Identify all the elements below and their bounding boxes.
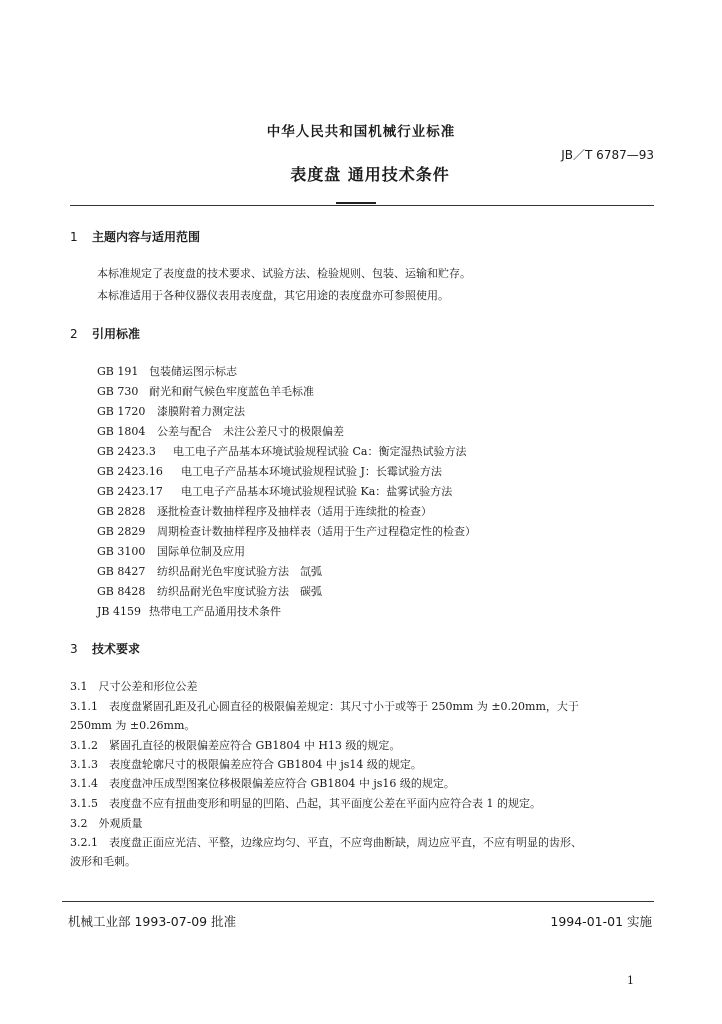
reference-title: 热带电工产品通用技术条件	[149, 605, 281, 618]
section-title: 技术要求	[92, 642, 141, 656]
section-2-heading	[70, 325, 140, 342]
section-number: 2	[70, 327, 78, 341]
reference-code: GB 2423.17	[97, 485, 163, 498]
section-number: 3	[70, 642, 78, 656]
reference-item	[97, 483, 452, 499]
clause-text: 3.1.5 表度盘不应有扭曲变形和明显的凹陷、凸起，其平面度公差在平面内应符合表 1 的规定。	[70, 797, 541, 810]
reference-title: 逐批检查计数抽样程序及抽样表（适用于连续批的检查）	[157, 505, 432, 518]
clause-text: 3.1.4 表度盘冲压成型图案位移极限偏差应符合 GB1804 中 js16 级的规定。	[70, 777, 455, 790]
clause-text: 3.1.3 表度盘轮廓尺寸的极限偏差应符合 GB1804 中 js14 级的规定。	[70, 758, 422, 771]
issuing-organization: 中华人民共和国机械行业标准	[266, 124, 456, 140]
reference-item	[97, 583, 322, 599]
header-divider	[70, 205, 654, 206]
clause-text: 3.1.1 表度盘紧固孔距及孔心圆直径的极限偏差规定：其尺寸小于或等于 250mm 为 ±0.20mm，大于	[70, 700, 579, 713]
reference-code: GB 8428	[97, 585, 146, 598]
clause-text: 3.1.2 紧固孔直径的极限偏差应符合 GB1804 中 H13 级的规定。	[70, 739, 401, 752]
reference-item	[97, 523, 476, 539]
reference-item	[97, 543, 245, 559]
reference-title: 周期检查计数抽样程序及抽样表（适用于生产过程稳定性的检查）	[157, 525, 476, 538]
footer-divider	[62, 901, 654, 902]
reference-title: 公差与配合 未注公差尺寸的极限偏差	[157, 425, 344, 438]
page-number: 1	[627, 974, 634, 987]
paragraph: 本标准适用于各种仪器仪表用表度盘，其它用途的表度盘亦可参照使用。	[97, 289, 449, 302]
reference-code: GB 3100	[97, 545, 146, 558]
clause-text: 250mm 为 ±0.26mm。	[70, 719, 196, 732]
clause-text: 波形和毛刺。	[70, 855, 136, 868]
reference-title: 耐光和耐气候色牢度蓝色羊毛标准	[149, 385, 314, 398]
section-1-heading	[70, 228, 200, 245]
reference-item	[97, 463, 442, 479]
reference-item	[97, 503, 432, 519]
reference-code: GB 2423.3	[97, 445, 156, 458]
reference-code: GB 1804	[97, 425, 146, 438]
reference-item	[97, 443, 466, 459]
clause-text: 3.2.1 表度盘正面应光洁、平整，边缘应均匀、平直，不应弯曲断缺，周边应平直，不应有明显的齿形、	[70, 836, 582, 849]
reference-title: 包装储运图示标志	[149, 365, 237, 378]
document-title: 表度盘 通用技术条件	[290, 165, 450, 184]
reference-code: GB 2423.16	[97, 465, 163, 478]
reference-code: GB 1720	[97, 405, 146, 418]
reference-title: 电工电子产品基本环境试验规程试验 Ka：盐雾试验方法	[181, 485, 453, 498]
reference-code: GB 730	[97, 385, 139, 398]
reference-item	[97, 423, 344, 439]
effective-date: 1994-01-01 实施	[550, 914, 652, 929]
reference-item	[97, 603, 281, 619]
section-title: 引用标准	[92, 327, 141, 341]
reference-item	[97, 383, 314, 399]
reference-code: JB 4159	[97, 605, 141, 618]
reference-title: 纺织品耐光色牢度试验方法 碳弧	[157, 585, 322, 598]
reference-title: 电工电子产品基本环境试验规程试验 J：长霉试验方法	[181, 465, 442, 478]
title-underline	[336, 202, 376, 204]
paragraph: 本标准规定了表度盘的技术要求、试验方法、检验规则、包装、运输和贮存。	[97, 267, 471, 280]
reference-code: GB 2828	[97, 505, 146, 518]
standard-code: JB／T 6787—93	[561, 148, 654, 162]
approval-date: 机械工业部 1993-07-09 批准	[68, 914, 237, 929]
reference-code: GB 2829	[97, 525, 146, 538]
reference-item	[97, 363, 237, 379]
subsection-heading: 3.2 外观质量	[70, 817, 143, 830]
reference-title: 国际单位制及应用	[157, 545, 245, 558]
reference-title: 纺织品耐光色牢度试验方法 氙弧	[157, 565, 322, 578]
reference-item	[97, 403, 245, 419]
section-title: 主题内容与适用范围	[92, 230, 201, 244]
reference-item	[97, 563, 322, 579]
reference-title: 电工电子产品基本环境试验规程试验 Ca：衡定湿热试验方法	[173, 445, 467, 458]
reference-title: 漆膜附着力测定法	[157, 405, 245, 418]
reference-code: GB 191	[97, 365, 139, 378]
reference-code: GB 8427	[97, 565, 146, 578]
section-3-heading	[70, 640, 140, 657]
subsection-heading: 3.1 尺寸公差和形位公差	[70, 680, 198, 693]
section-number: 1	[70, 230, 78, 244]
